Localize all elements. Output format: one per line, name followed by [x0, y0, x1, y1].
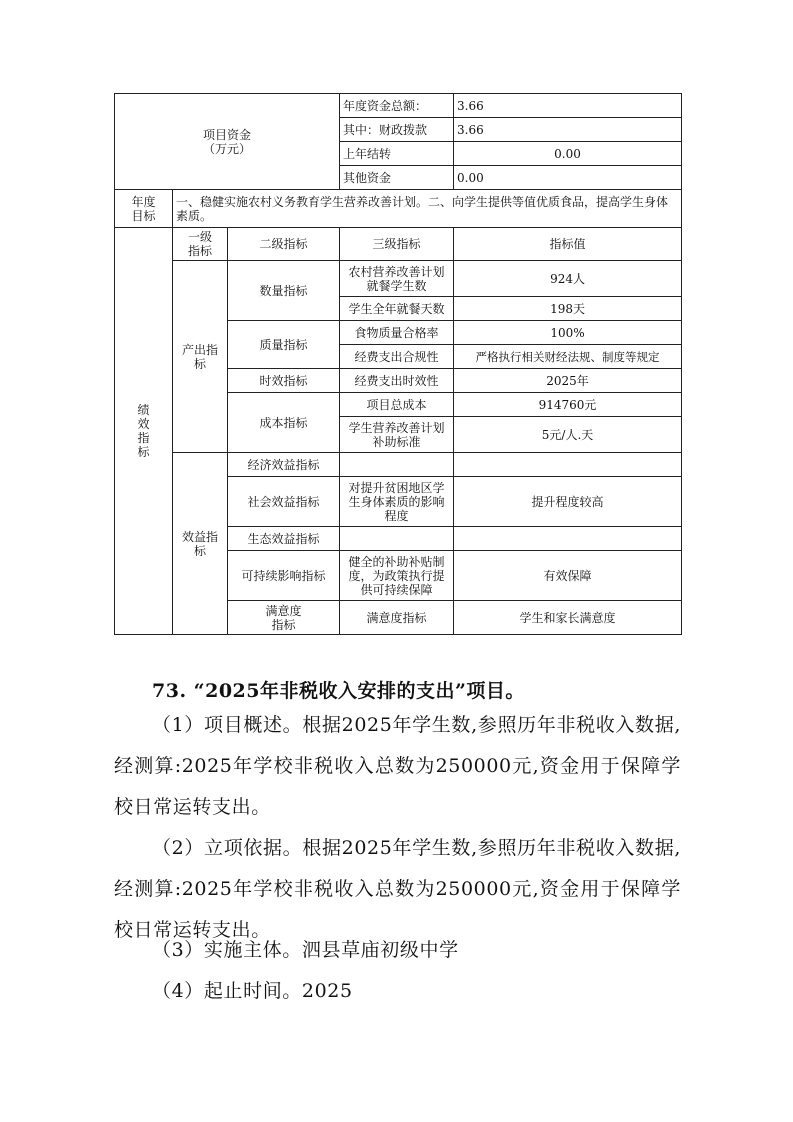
- header-value: 指标值: [454, 228, 682, 261]
- goal-label: 年度 目标: [115, 190, 173, 228]
- paragraph-basis: （2）立项依据。根据2025年学生数,参照历年非税收入数据,经测算:2025年学校非税收入总数为250000元,资金用于保障学校日常运转支出。: [114, 837, 681, 941]
- indicator-name: 食物质量合格率: [340, 321, 454, 345]
- header-level1: 一级 指标: [173, 228, 228, 261]
- indicator-name: 对提升贫困地区学 生身体素质的影响 程度: [340, 477, 454, 527]
- indicator-value: 严格执行相关财经法规、制度等规定: [454, 345, 682, 369]
- indicator-value: 924人: [454, 261, 682, 297]
- performance-table: [114, 93, 682, 635]
- indicator-name: [340, 453, 454, 477]
- indicator-value: 5元/人.天: [454, 417, 682, 453]
- header-level2: 二级指标: [228, 228, 340, 261]
- funds-label: 项目资金 （万元）: [115, 94, 340, 190]
- eco-label: 生态效益指标: [228, 527, 340, 551]
- goal-text: 一、稳健实施农村义务教育学生营养改善计划。二、向学生提供等值优质食品，提高学生身体素质。: [173, 190, 682, 228]
- output-label: 产出指 标: [173, 261, 228, 453]
- indicator-value: 100%: [454, 321, 682, 345]
- indicator-value: 2025年: [454, 369, 682, 393]
- indicator-name: 健全的补助补贴制 度，为政策执行提 供可持续保障: [340, 551, 454, 601]
- quantity-label: 数量指标: [228, 261, 340, 321]
- indicator-value: [454, 453, 682, 477]
- funds-label-cell: 其他资金: [340, 166, 454, 190]
- funds-value-cell: 0.00: [454, 142, 682, 166]
- benefit-label: 效益指 标: [173, 453, 228, 635]
- indicator-value: [454, 527, 682, 551]
- econ-label: 经济效益指标: [228, 453, 340, 477]
- section-heading: 73. “2025年非税收入安排的支出”项目。: [152, 680, 525, 702]
- header-level3: 三级指标: [340, 228, 454, 261]
- funds-label-cell: 其中：财政拨款: [340, 118, 454, 142]
- time-label: 时效指标: [228, 369, 340, 393]
- indicator-name: 经费支出时效性: [340, 369, 454, 393]
- indicator-value: 198天: [454, 297, 682, 321]
- quality-label: 质量指标: [228, 321, 340, 369]
- performance-label: 绩 效 指 标: [115, 228, 173, 635]
- indicator-value: 914760元: [454, 393, 682, 417]
- indicator-name: 学生全年就餐天数: [340, 297, 454, 321]
- satisfaction-sublabel: 满意度指标: [340, 601, 454, 635]
- funds-value-cell: 3.66: [454, 94, 682, 118]
- cost-label: 成本指标: [228, 393, 340, 453]
- funds-value-cell: 0.00: [454, 166, 682, 190]
- funds-value-cell: 3.66: [454, 118, 682, 142]
- indicator-name: [340, 527, 454, 551]
- indicator-name: 学生营养改善计划 补助标准: [340, 417, 454, 453]
- sustainable-label: 可持续影响指标: [228, 551, 340, 601]
- paragraph-overview: （1）项目概述。根据2025年学生数,参照历年非税收入数据,经测算:2025年学校非税收入总数为250000元,资金用于保障学校日常运转支出。: [114, 714, 681, 818]
- paragraph-implementer: （3）实施主体。泗县草庙初级中学: [152, 939, 459, 961]
- indicator-name: 农村营养改善计划 就餐学生数: [340, 261, 454, 297]
- indicator-value: 有效保障: [454, 551, 682, 601]
- indicator-name: 项目总成本: [340, 393, 454, 417]
- indicator-value: 提升程度较高: [454, 477, 682, 527]
- funds-label-cell: 上年结转: [340, 142, 454, 166]
- paragraph-period: （4）起止时间。2025: [152, 980, 353, 1002]
- indicator-name: 经费支出合规性: [340, 345, 454, 369]
- indicator-name: 学生和家长满意度: [454, 601, 682, 635]
- funds-label-cell: 年度资金总额：: [340, 94, 454, 118]
- social-label: 社会效益指标: [228, 477, 340, 527]
- satisfaction-label: 满意度 指标: [228, 601, 340, 635]
